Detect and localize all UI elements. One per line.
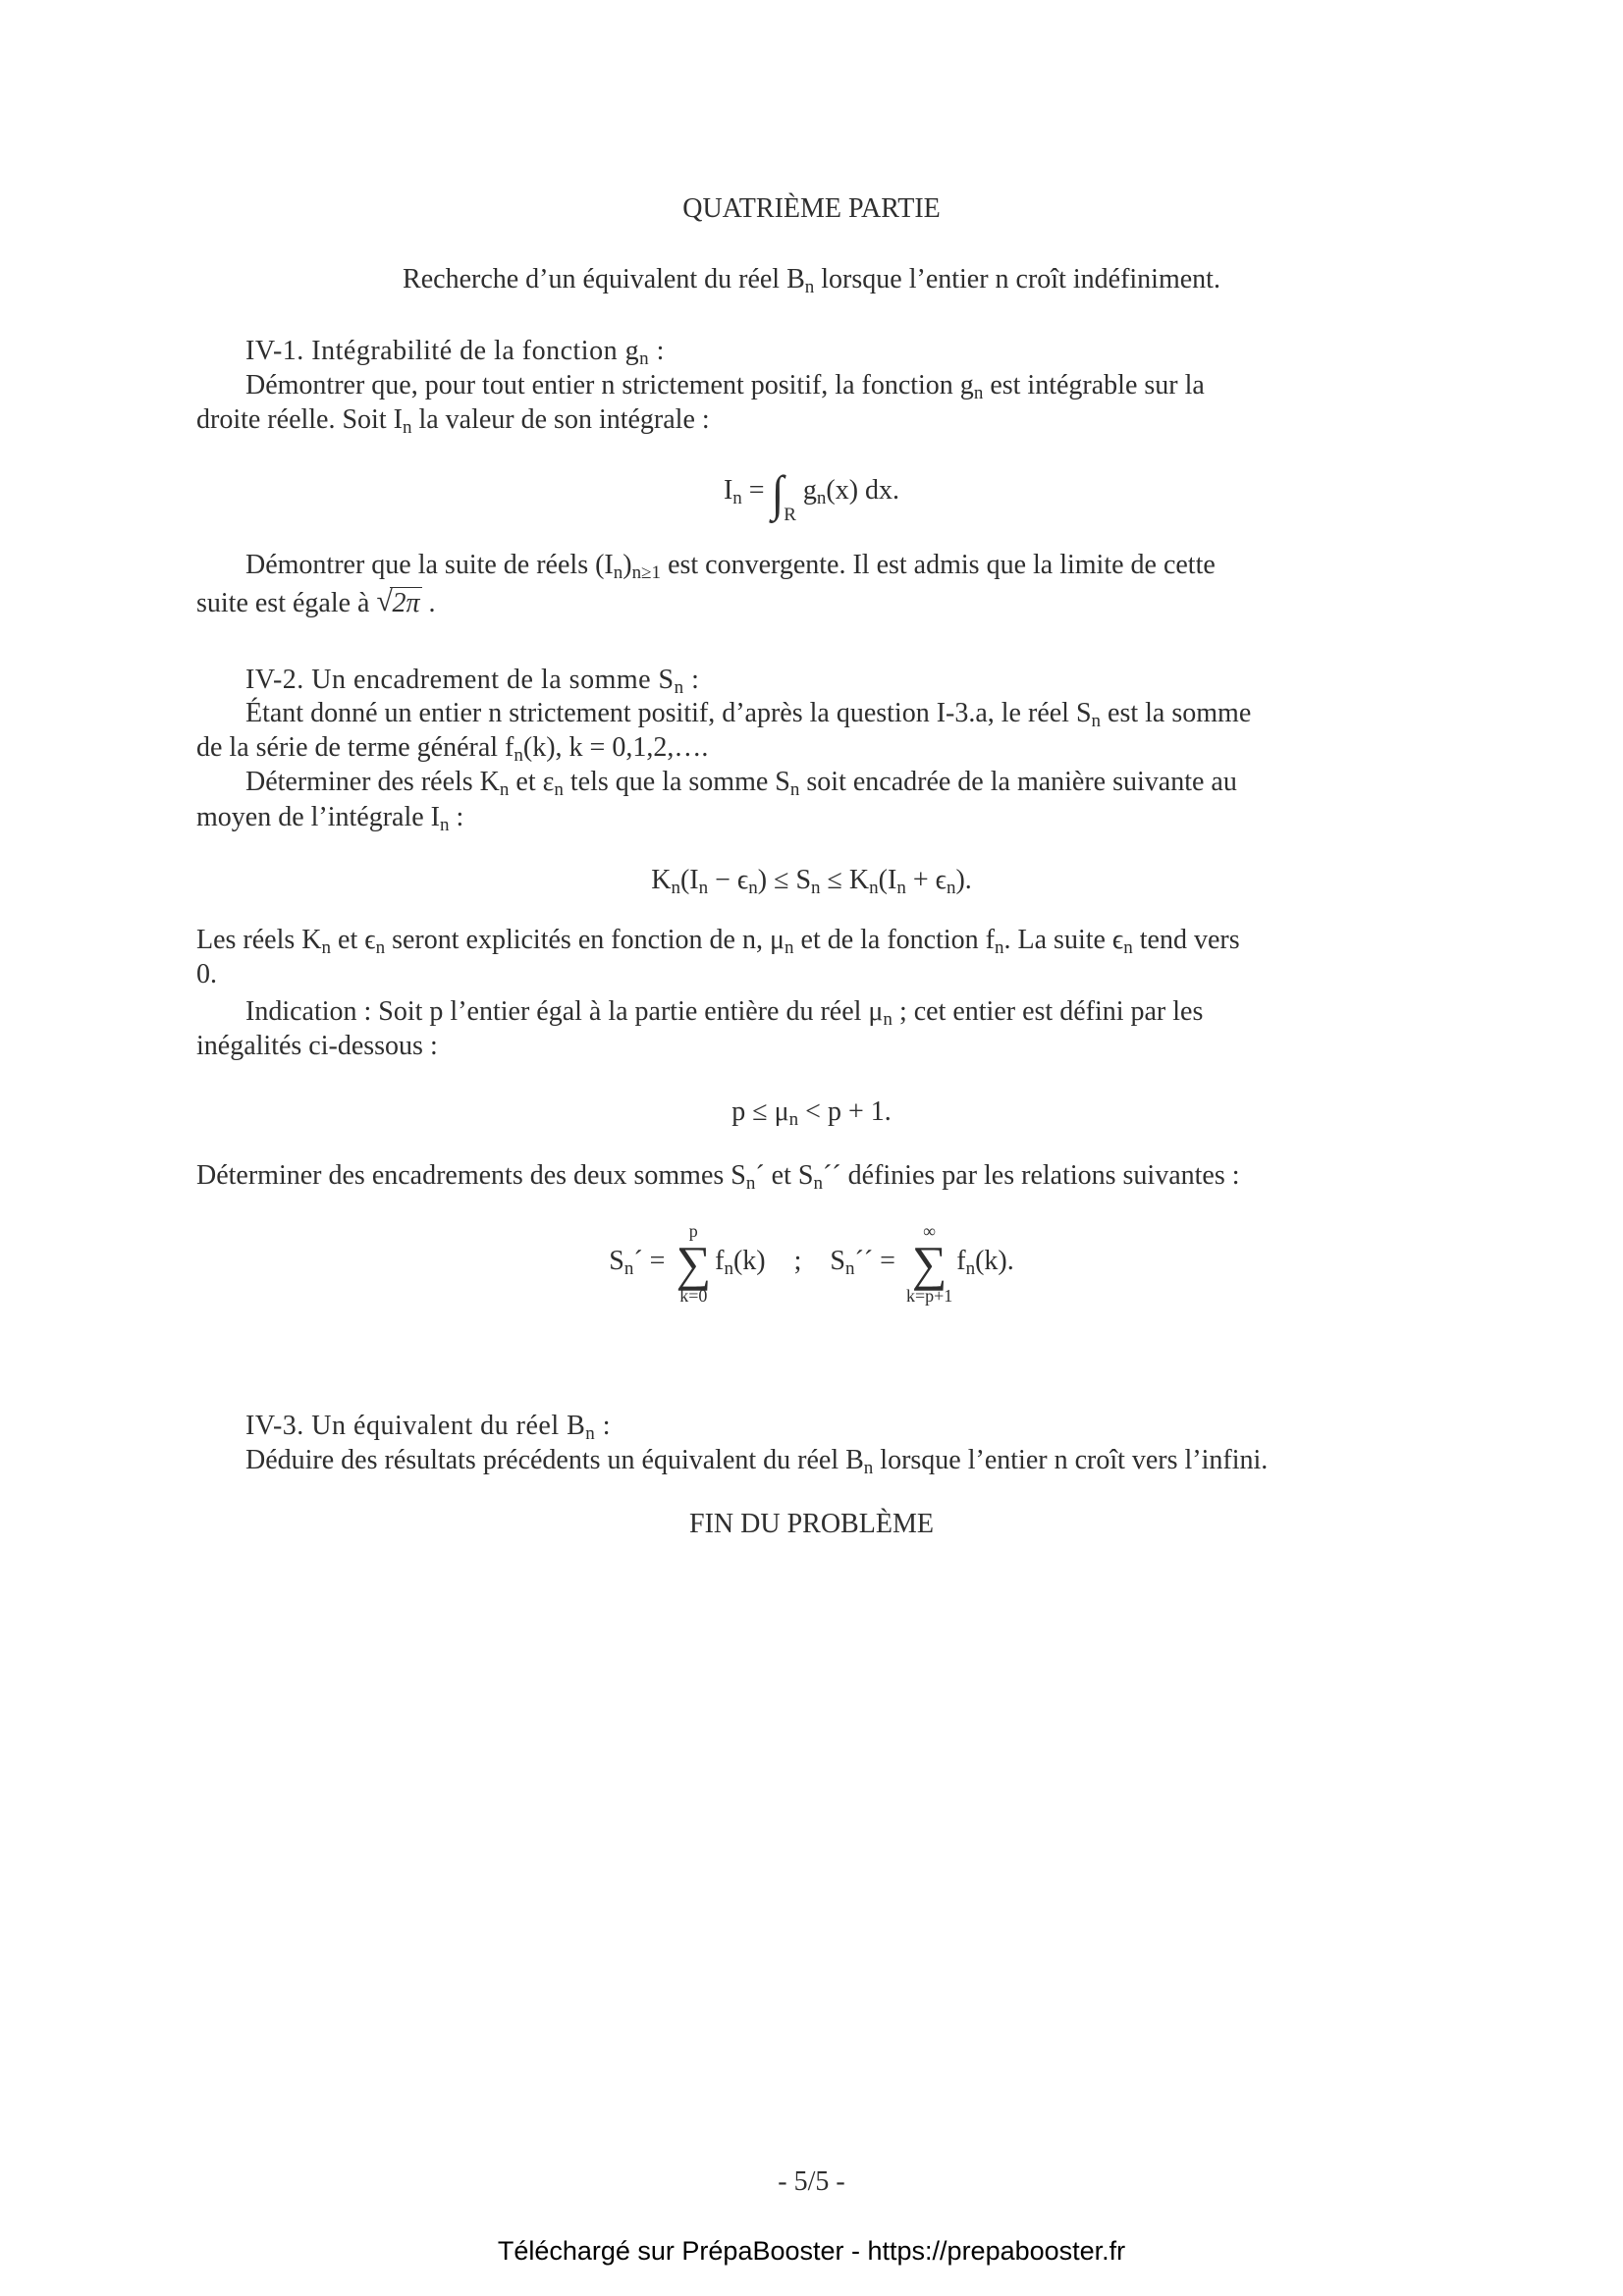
text: ).	[955, 865, 972, 895]
subscript: n	[869, 877, 879, 898]
paragraph-line	[196, 801, 463, 834]
text: . La suite ϵ	[1003, 925, 1124, 955]
subscript: n	[995, 936, 1004, 958]
separator: ;	[793, 1246, 802, 1276]
subscript: n	[671, 877, 680, 898]
paragraph-line	[245, 697, 1251, 730]
text: et ε	[509, 767, 555, 797]
paragraph-line	[196, 731, 708, 765]
paragraph-line	[245, 1444, 1268, 1477]
radicand: 2π	[392, 588, 420, 618]
subscript: n	[321, 936, 332, 958]
text: S	[830, 1246, 845, 1276]
text: est intégrable sur la	[983, 370, 1205, 400]
subscript: n	[896, 877, 906, 898]
paragraph-line	[245, 766, 1237, 799]
text: + ϵ	[905, 865, 947, 895]
square-root	[376, 587, 421, 620]
text: p ≤ μ	[731, 1096, 789, 1127]
sum-formulas	[0, 1217, 1623, 1306]
text: Recherche d’un équivalent du réel B	[403, 264, 805, 294]
text: Démontrer que la suite de réels (I	[245, 550, 614, 580]
text: ´ =	[633, 1246, 673, 1276]
subscript: n	[674, 676, 684, 698]
paragraph-line	[196, 924, 1240, 957]
text: − ϵ	[708, 865, 749, 895]
text: Les réels K	[196, 925, 322, 955]
subscript: n	[1091, 710, 1102, 731]
sum-lower-limit: k=0	[679, 1285, 708, 1306]
text: IV-1. Intégrabilité de la fonction g	[245, 336, 640, 366]
text: < p + 1.	[798, 1096, 892, 1127]
question-heading-iv-2	[245, 664, 699, 697]
summation	[906, 1221, 952, 1306]
subscript: n	[724, 1257, 733, 1279]
subscript: n	[585, 1422, 596, 1444]
text: ≤ K	[820, 865, 870, 895]
text: soit encadrée de la manière suivante au	[799, 767, 1237, 797]
section-subtitle	[0, 263, 1623, 296]
sum-formula-left	[609, 1220, 766, 1306]
subscript: n	[973, 382, 984, 403]
text: (x) dx.	[826, 475, 900, 506]
text: (k).	[975, 1246, 1014, 1276]
sum-upper-limit: ∞	[923, 1220, 937, 1241]
question-heading-iv-1	[245, 335, 665, 368]
paragraph-line	[245, 369, 1205, 402]
subscript: n	[883, 1008, 893, 1030]
paragraph-line: inégalités ci-dessous :	[196, 1031, 438, 1061]
integral-formula	[0, 465, 1623, 532]
sum-lower-limit: k=p+1	[905, 1285, 953, 1306]
subscript: n	[784, 936, 794, 958]
subscript: n	[863, 1457, 874, 1478]
text: ´ et S	[755, 1160, 814, 1191]
text: Déduire des résultats précédents un équivalent du réel B	[245, 1445, 864, 1475]
text: et de la fonction f	[793, 925, 995, 955]
text: tend vers	[1132, 925, 1240, 955]
text: (k), k = 0,1,2,….	[522, 732, 709, 763]
text: suite est égale à	[196, 588, 377, 618]
text: =	[741, 475, 772, 506]
bound-formula	[0, 864, 1623, 897]
subscript: n	[698, 877, 709, 898]
text: moyen de l’intégrale I	[196, 802, 441, 832]
text: :	[449, 802, 464, 832]
text: de la série de terme général f	[196, 732, 514, 763]
text: :	[649, 336, 665, 366]
paragraph-line	[196, 403, 710, 437]
radical-icon: √	[376, 585, 393, 617]
text: f	[715, 1246, 725, 1276]
subscript: n	[788, 1108, 799, 1130]
page-number: - 5/5 -	[778, 2166, 845, 2197]
subscript: n	[639, 347, 650, 369]
integral-domain: R	[784, 505, 796, 525]
text: Déterminer des encadrements des deux sommes S	[196, 1160, 746, 1191]
text: droite réelle. Soit I	[196, 404, 403, 435]
subscript: n	[613, 561, 623, 583]
text: :	[595, 1411, 612, 1441]
subscript: n	[813, 1172, 823, 1194]
text: ; cet entier est défini par les	[892, 996, 1204, 1027]
text: f	[956, 1246, 966, 1276]
text: )	[622, 550, 632, 580]
subscript: n≥1	[631, 561, 662, 583]
text: Déterminer des réels K	[245, 767, 500, 797]
text: lorsque l’entier n croît vers l’infini.	[873, 1445, 1269, 1475]
sigma-icon: ∑	[676, 1235, 712, 1291]
subscript: n	[804, 276, 815, 297]
text: S	[609, 1246, 624, 1276]
paragraph-line	[196, 1159, 1240, 1193]
paragraph-line	[196, 587, 436, 620]
summation	[676, 1221, 711, 1306]
text: K	[651, 865, 672, 895]
paragraph-line	[245, 995, 1203, 1029]
section-title: QUATRIÈME PARTIE	[682, 193, 941, 224]
text: (I	[679, 865, 699, 895]
subscript: n	[946, 877, 956, 898]
text: et ϵ	[331, 925, 376, 955]
download-footer: Téléchargé sur PrépaBooster - https://prepabooster.fr	[497, 2236, 1126, 2266]
text: est la somme	[1101, 698, 1252, 728]
paragraph-line	[245, 549, 1216, 582]
subscript: n	[732, 487, 742, 508]
inequality-formula	[0, 1095, 1623, 1129]
text: :	[683, 665, 700, 695]
subscript: n	[623, 1257, 634, 1279]
sigma-icon: ∑	[911, 1235, 947, 1291]
subscript: n	[745, 1172, 756, 1194]
subscript: n	[811, 877, 821, 898]
text: I	[723, 475, 733, 506]
text: Indication : Soit p l’entier égal à la partie entière du réel μ	[245, 996, 884, 1027]
subscript: n	[965, 1257, 976, 1279]
text: g	[802, 475, 817, 506]
text: Démontrer que, pour tout entier n strictement positif, la fonction g	[245, 370, 974, 400]
text: (I	[878, 865, 897, 895]
sum-formula-right	[830, 1220, 1014, 1306]
text: lorsque l’entier n croît indéfiniment.	[814, 264, 1220, 294]
text: IV-3. Un équivalent du réel B	[245, 1411, 586, 1441]
subscript: n	[816, 487, 827, 508]
sum-upper-limit: p	[688, 1220, 698, 1241]
text: IV-2. Un encadrement de la somme S	[245, 665, 675, 695]
text: est convergente. Il est admis que la limite de cette	[661, 550, 1216, 580]
text: ) ≤ S	[757, 865, 812, 895]
integral-sign-icon: ∫	[771, 465, 784, 521]
subscript: n	[748, 877, 758, 898]
text: tels que la somme S	[563, 767, 790, 797]
text: la valeur de son intégrale :	[411, 404, 710, 435]
subscript: n	[789, 778, 800, 800]
text: ´´ définies par les relations suivantes :	[822, 1160, 1240, 1191]
text: ´´ =	[854, 1246, 902, 1276]
text: .	[421, 588, 436, 618]
subscript: n	[514, 744, 523, 766]
end-of-problem: FIN DU PROBLÈME	[689, 1509, 934, 1539]
subscript: n	[1123, 936, 1133, 958]
subscript: n	[402, 416, 412, 438]
subscript: n	[375, 936, 386, 958]
subscript: n	[844, 1257, 855, 1279]
subscript: n	[554, 778, 564, 800]
question-heading-iv-3	[245, 1410, 611, 1443]
subscript: n	[440, 814, 450, 835]
subscript: n	[499, 778, 510, 800]
paragraph-line: 0.	[196, 959, 217, 989]
text: Étant donné un entier n strictement positif, d’après la question I-3.a, le réel S	[245, 698, 1092, 728]
text: (k)	[732, 1246, 766, 1276]
text: seront explicités en fonction de n, μ	[385, 925, 784, 955]
